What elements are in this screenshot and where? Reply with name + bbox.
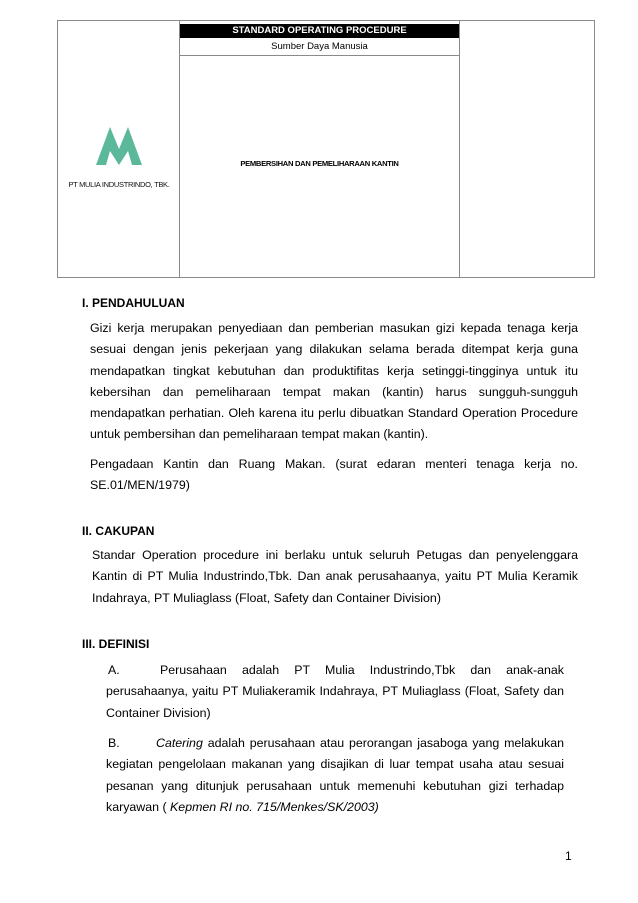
paragraph-cakupan: Standar Operation procedure ini berlaku untuk seluruh Petugas dan penyelenggara Kantin di PT Mulia Industrindo,Tbk. Dan anak perusahaanya, yaitu PT Mulia Keramik Indahraya, PT Muliaglass (Float, Safety dan Container Division) bbox=[92, 548, 578, 605]
department-label: Sumber Daya Manusia bbox=[271, 41, 368, 52]
definition-label-b: B. bbox=[108, 736, 120, 750]
paragraph-pendahuluan-2: Pengadaan Kantin dan Ruang Makan. (surat edaran menteri tenaga kerja no. SE.01/MEN/1979) bbox=[90, 457, 578, 493]
definition-reference-b: Kepmen RI no. 715/Menkes/SK/2003) bbox=[170, 799, 379, 814]
document-title: PEMBERSIHAN DAN PEMELIHARAAN KANTIN bbox=[240, 159, 399, 168]
sop-label: STANDARD OPERATING PROCEDURE bbox=[180, 24, 459, 38]
page-number: 1 bbox=[565, 849, 572, 863]
logo-cell bbox=[58, 21, 180, 277]
definition-text-b: adalah perusahaan atau perorangan jasaboga yang melakukan kegiatan pengelolaan makanan yang disajikan di luar tempat usaha atau sesuai pesanan yang ditunjuk perusahaan untuk memenuhi kebutuhan gizi terhadap karyawan ( bbox=[106, 736, 564, 814]
definition-item-b bbox=[106, 733, 564, 818]
definition-item-a bbox=[106, 660, 564, 724]
paragraph-pendahuluan-1: Gizi kerja merupakan penyediaan dan pemberian masukan gizi kepada tenaga kerja sesuai dengan jenis pekerjaan yang dilakukan selama berada ditempat kerja guna mendapatkan tingkat kebutuhan dan produktifitas kerja setinggi-tingginya untuk itu kebersihan dan pemeliharaan tempat makan (kantin) harus sungguh-sungguh mendapatkan perhatian. Oleh karena itu perlu dibuatkan Standard Operation Procedure untuk pembersihan dan pemeliharaan tempat makan (kantin). bbox=[90, 321, 578, 442]
company-logo-icon bbox=[96, 127, 142, 165]
definition-text-a: Perusahaan adalah PT Mulia Industrindo,Tbk dan anak-anak perusahaanya, yaitu PT Muliakeramik Indahraya, PT Muliaglass (Float, Safety dan Container Division) bbox=[106, 663, 564, 720]
table-divider bbox=[180, 55, 459, 56]
table-divider bbox=[459, 21, 460, 277]
definition-label-a: A. bbox=[108, 663, 120, 677]
section-heading-pendahuluan: I. PENDAHULUAN bbox=[82, 296, 185, 310]
section-heading-definisi: III. DEFINISI bbox=[82, 637, 150, 651]
sop-header-table bbox=[57, 20, 595, 278]
section-heading-cakupan: II. CAKUPAN bbox=[82, 524, 155, 538]
definition-term-catering: Catering bbox=[156, 736, 203, 750]
company-name: PT MULIA INDUSTRINDO, TBK. bbox=[68, 180, 170, 189]
